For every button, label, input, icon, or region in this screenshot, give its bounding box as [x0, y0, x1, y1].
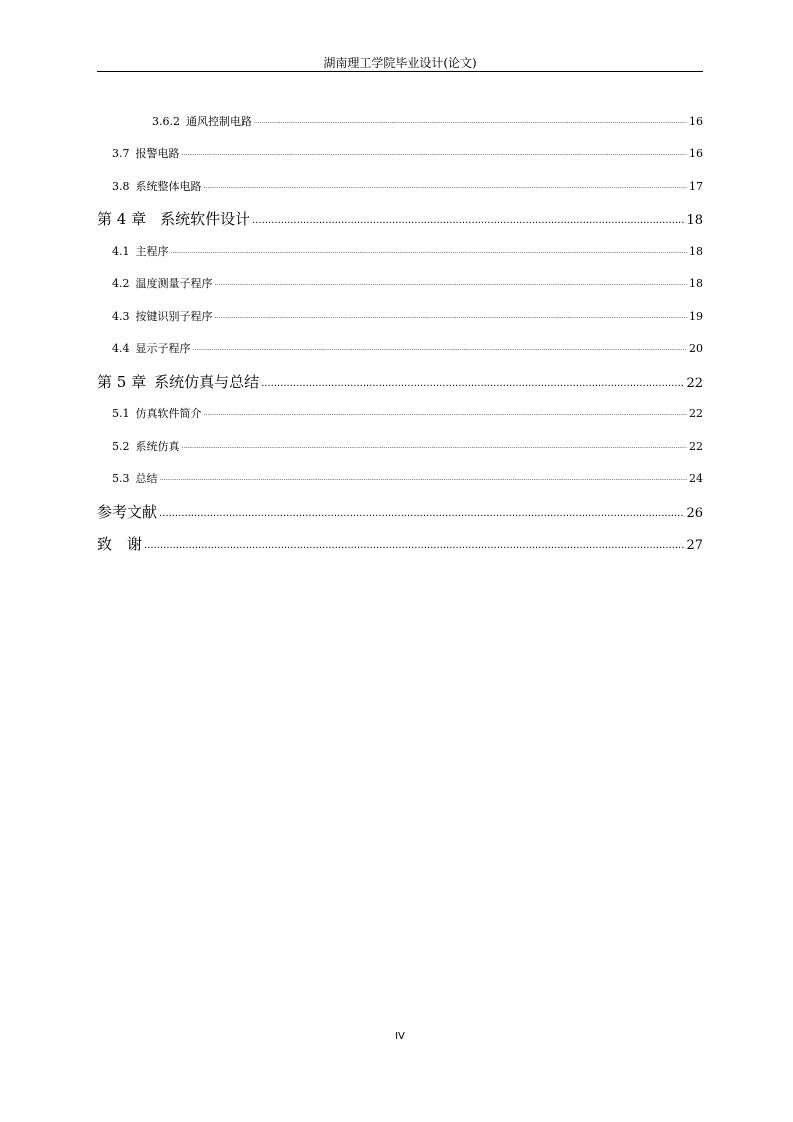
toc-entry-page: 20 [689, 342, 703, 355]
toc-entry[interactable] [97, 147, 703, 163]
toc-leader-dots [171, 245, 688, 259]
toc-entry-title: 仿真软件简介 [135, 407, 202, 420]
toc-entry-number: 4.4 [112, 342, 130, 355]
toc-leader-dots [160, 472, 688, 486]
toc-chapter-page: 22 [686, 376, 703, 391]
toc-entry-number: 4.1 [112, 245, 130, 258]
toc-chapter-title: 系统仿真与总结 [154, 373, 260, 391]
toc-chapter-title: 系统软件设计 [160, 210, 251, 228]
page-header-title: 湖南理工学院毕业设计(论文) [323, 56, 477, 70]
toc-acknowledgements-page: 27 [686, 538, 703, 553]
toc-leader-dots [144, 537, 684, 555]
toc-entry-page: 18 [689, 245, 703, 258]
toc-entry[interactable] [97, 310, 703, 326]
toc-entry-title: 通风控制电路 [186, 115, 252, 128]
toc-entry-page: 18 [689, 277, 703, 290]
toc-entry-title: 报警电路 [135, 147, 180, 160]
toc-references-entry[interactable] [97, 503, 703, 524]
toc-chapter-number: 第 4 章 [97, 210, 147, 228]
toc-entry[interactable] [97, 277, 703, 293]
toc-chapter-entry[interactable] [97, 373, 703, 394]
toc-entry-number: 5.1 [112, 407, 130, 420]
toc-leader-dots [261, 375, 684, 393]
toc-chapter-page: 18 [686, 213, 703, 228]
toc-entry-title: 显示子程序 [135, 342, 191, 355]
toc-entry[interactable] [97, 472, 703, 488]
toc-entry-number: 4.3 [112, 310, 130, 323]
toc-leader-dots [182, 440, 688, 454]
toc-entry-number: 3.8 [112, 180, 130, 193]
page-number: IV [395, 1031, 405, 1042]
toc-leader-dots [252, 212, 684, 230]
toc-entry-title: 系统整体电路 [135, 180, 202, 193]
toc-leader-dots [159, 505, 684, 523]
toc-entry[interactable] [97, 180, 703, 196]
toc-chapter-number: 第 5 章 [97, 373, 147, 391]
toc-entry-number: 5.2 [112, 440, 130, 453]
header-rule [97, 71, 703, 72]
toc-references-title: 参考文献 [97, 503, 158, 521]
toc-leader-dots [215, 277, 688, 291]
toc-leader-dots [204, 180, 688, 194]
toc-leader-dots [182, 147, 688, 161]
toc-entry-title: 系统仿真 [135, 440, 180, 453]
toc-references-page: 26 [686, 506, 703, 521]
toc-entry-page: 22 [689, 440, 703, 453]
toc-entry-page: 17 [689, 180, 703, 193]
toc-entry-page: 19 [689, 310, 703, 323]
toc-entry[interactable] [97, 440, 703, 456]
toc-leader-dots [215, 310, 688, 324]
toc-leader-dots [193, 342, 688, 356]
toc-acknowledgements-title: 致 谢 [97, 535, 143, 553]
toc-acknowledgements-entry[interactable] [97, 535, 703, 556]
toc-entry-page: 16 [689, 115, 703, 128]
toc-entry[interactable] [97, 407, 703, 423]
toc-entry-page: 24 [689, 472, 703, 485]
toc-entry-number: 5.3 [112, 472, 130, 485]
toc-entry-number: 4.2 [112, 277, 130, 290]
toc-entry-page: 16 [689, 147, 703, 160]
toc-chapter-entry[interactable] [97, 210, 703, 231]
toc-entry-title: 按键识别子程序 [135, 310, 213, 323]
toc-leader-dots [254, 115, 687, 129]
toc-entry-number: 3.7 [112, 147, 130, 160]
toc-entry-title: 温度测量子程序 [135, 277, 213, 290]
toc-entry[interactable] [97, 245, 703, 261]
toc-entry-title: 总结 [135, 472, 158, 485]
toc-entry-title: 主程序 [135, 245, 169, 258]
toc-entry-page: 22 [689, 407, 703, 420]
toc-entry[interactable] [97, 115, 703, 131]
toc-entry-number: 3.6.2 [152, 115, 180, 128]
toc-entry[interactable] [97, 342, 703, 358]
toc-leader-dots [204, 407, 688, 421]
